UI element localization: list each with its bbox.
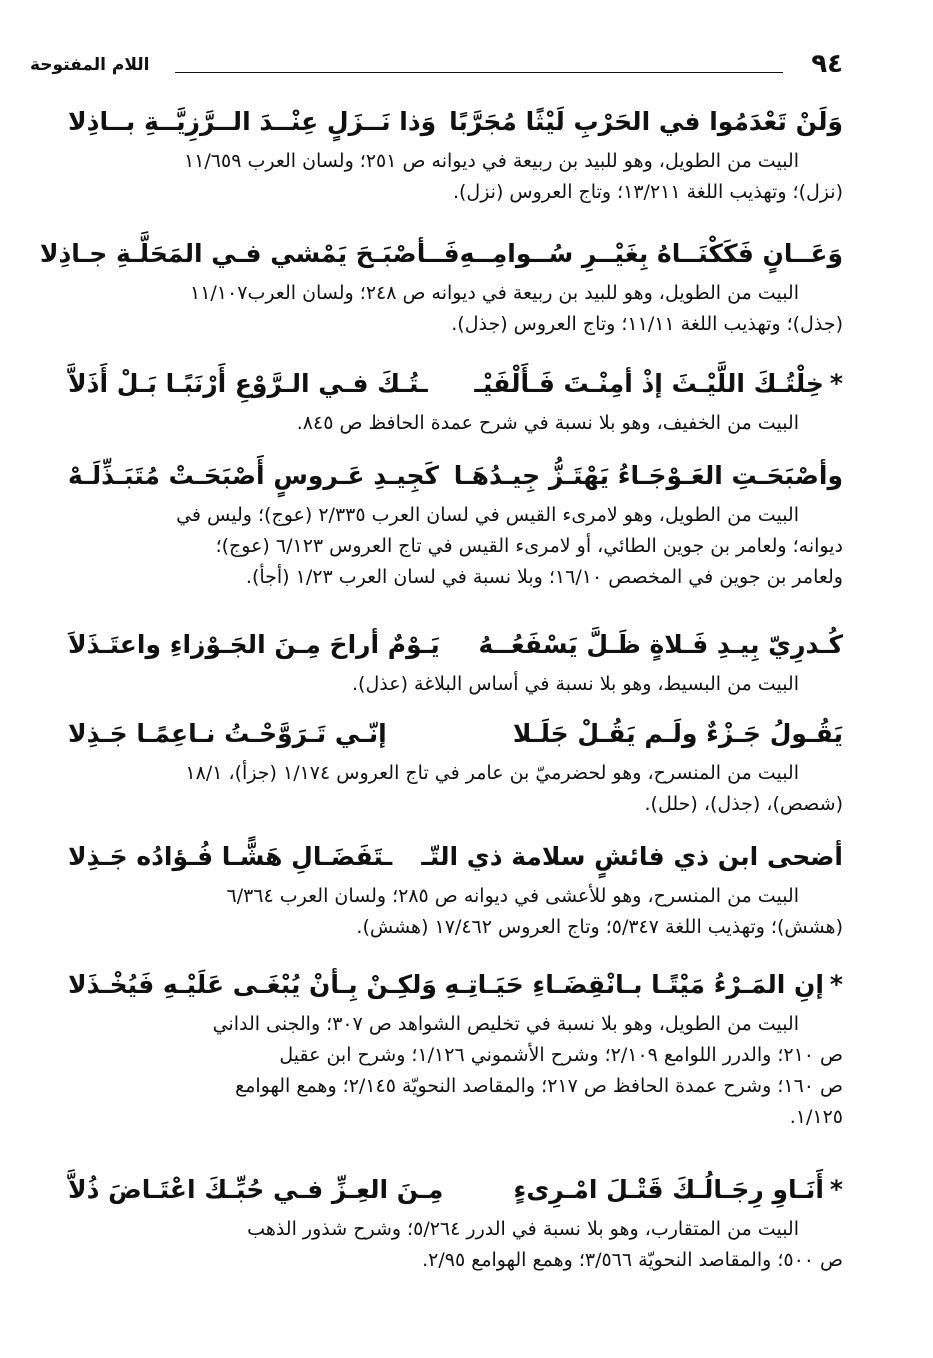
source-line: (شصص)، (جذل)، (حلل). bbox=[644, 793, 843, 815]
second-hemistich: وَلكِـنْ بِـأنْ يُبْغَـى عَلَيْـهِ فَيُخْـذَلا bbox=[68, 970, 437, 999]
verse-line bbox=[68, 454, 843, 498]
source-line: ١/١٢٥. bbox=[789, 1106, 843, 1128]
source-line: (نزل)؛ وتهذيب اللغة ١٣/٢١١؛ وتاج العروس (نزل). bbox=[452, 181, 843, 203]
source-line: البيت من الخفيف، وهو بلا نسبة في شرح عمدة الحافظ ص ٨٤٥. bbox=[296, 412, 799, 434]
running-title: اللام المفتوحة bbox=[30, 55, 150, 75]
verse-source-note bbox=[68, 408, 843, 439]
verse-source-note bbox=[68, 881, 843, 943]
source-line: البيت من الطويل، وهو للبيد بن ربيعة في ديوانه ص ٢٥١؛ ولسان العرب ١١/٦٥٩ bbox=[183, 150, 799, 172]
asterisk-marker: * bbox=[829, 970, 843, 999]
first-hemistich: إنِ المَـرْءُ مَيْتًـا بـانْقِضَـاءِ حَيَـاتِـهِ bbox=[444, 970, 824, 999]
source-line: البيت من المنسرح، وهو لحضرميّ بن عامر في تاج العروس ١/١٧٤ (جزأ)، ١٨/١ bbox=[185, 762, 799, 784]
first-hemistich: وَعَــانٍ فَكَكْنَــاهُ بِغَيْــرِ سُــوامِــهِ bbox=[459, 239, 843, 268]
verse-line bbox=[68, 100, 843, 144]
verse-source-note bbox=[68, 1009, 843, 1133]
verse-source-note bbox=[68, 669, 843, 700]
first-hemistich: وأصْبَحَـتِ العَـوْجَـاءُ يَهْتَـزُّ جِيـدُهَـا bbox=[453, 461, 843, 490]
verse-line bbox=[68, 623, 843, 667]
verse-entry bbox=[68, 623, 843, 700]
page-header bbox=[30, 50, 843, 80]
page-number: ٩٤ bbox=[811, 49, 843, 79]
second-hemistich: يَـوْمٌ أراحَ مِـنَ الجَـوْزاءِ واعتَـذَلاَ bbox=[68, 630, 440, 659]
verse-entry bbox=[39, 232, 843, 340]
second-hemistich: فَــأصْبَـحَ يَمْشي فـي المَحَلَّـةِ جـاذِلا bbox=[39, 239, 460, 268]
source-line: ص ٢١٠؛ والدرر اللوامع ٢/١٠٩؛ وشرح الأشموني ١/١٢٦؛ وشرح ابن عقيل bbox=[279, 1044, 843, 1066]
first-hemistich: يَقُـولُ جَـزْءٌ ولَـم يَقُـلْ جَلَـلا bbox=[512, 719, 843, 748]
verse-entry bbox=[68, 362, 843, 439]
verse-entry bbox=[68, 712, 843, 820]
verse-entry bbox=[68, 835, 843, 943]
verse-line bbox=[68, 1168, 843, 1212]
verse-line bbox=[39, 232, 843, 276]
source-line: البيت من البسيط، وهو بلا نسبة في أساس البلاغة (عذل). bbox=[352, 673, 799, 695]
source-line: البيت من المتقارب، وهو بلا نسبة في الدرر ٥/٢٦٤؛ وشرح شذور الذهب bbox=[247, 1218, 799, 1240]
source-line: البيت من المنسرح، وهو للأعشى في ديوانه ص ٢٨٥؛ ولسان العرب ٦/٣٦٤ bbox=[226, 885, 799, 907]
second-hemistich: مِـنَ العِـزِّ فـي حُبِّـكَ اعْتَـاضَ ذُلاَّ bbox=[68, 1175, 444, 1204]
second-hemistich: ـتَفَضَـالِ هَشًّـا فُـؤادُه جَـذِلا bbox=[68, 842, 393, 871]
first-hemistich: أضحى ابن ذي فائشٍ سلامة ذي التّـ bbox=[421, 842, 843, 871]
verse-source-note bbox=[68, 278, 843, 340]
source-line: البيت من الطويل، وهو لامرىء القيس في لسان العرب ٢/٣٣٥ (عوج)؛ وليس في bbox=[176, 504, 799, 526]
source-line: ص ٥٠٠؛ والمقاصد النحويّة ٣/٥٦٦؛ وهمع الهوامع ٢/٩٥. bbox=[422, 1249, 843, 1271]
asterisk-marker: * bbox=[829, 1175, 843, 1204]
second-hemistich: كَجِيـدِ عَـروسٍ أَصْبَحَـتْ مُتَبَـذِّلَـهْ bbox=[68, 461, 439, 490]
source-line: ديوانه؛ ولعامر بن جوين الطائي، أو لامرىء القيس في تاج العروس ٦/١٢٣ (عوج)؛ bbox=[215, 535, 843, 557]
verse-entry bbox=[68, 454, 843, 593]
first-hemistich-wrap bbox=[514, 1168, 843, 1212]
second-hemistich: ـتُـكَ فـي الـرَّوْعِ أَرْنَبًـا بَـلْ أَذَلاَّ bbox=[68, 369, 428, 398]
second-hemistich: وَذا نَــزَلٍ عِنْــدَ الــرَّزِيَّــةِ بــاذِلا bbox=[68, 107, 437, 136]
verse-line bbox=[68, 712, 843, 756]
asterisk-marker: * bbox=[829, 369, 843, 398]
verse-entry bbox=[68, 100, 843, 208]
source-line: البيت من الطويل، وهو بلا نسبة في تخليص الشواهد ص ٣٠٧؛ والجنى الداني bbox=[212, 1013, 799, 1035]
first-hemistich-wrap bbox=[444, 963, 843, 1007]
source-line: البيت من الطويل، وهو للبيد بن ربيعة في ديوانه ص ٢٤٨؛ ولسان العرب١١/١٠٧ bbox=[190, 282, 799, 304]
verse-line bbox=[68, 963, 843, 1007]
source-line: ولعامر بن جوين في المخصص ١٦/١٠؛ وبلا نسبة في لسان العرب ١/٢٣ (أجأ). bbox=[245, 566, 843, 588]
first-hemistich: خِلْتُـكَ اللَّيْـثَ إذْ أمِنْـتَ فَـأَلْفَيْـ bbox=[474, 369, 824, 398]
header-rule bbox=[175, 72, 783, 73]
source-line: ص ١٦٠؛ وشرح عمدة الحافظ ص ٢١٧؛ والمقاصد النحويّة ٢/١٤٥؛ وهمع الهوامع bbox=[235, 1075, 843, 1097]
verse-source-note bbox=[68, 500, 843, 593]
verse-line bbox=[68, 835, 843, 879]
second-hemistich: إنّـي تَـرَوَّحْـتُ نـاعِمًـا جَـذِلا bbox=[68, 719, 387, 748]
source-line: (هشش)؛ وتهذيب اللغة ٥/٣٤٧؛ وتاج العروس ١٧/٤٦٢ (هشش). bbox=[356, 916, 843, 938]
source-line: (جذل)؛ وتهذيب اللغة ١١/١١؛ وتاج العروس (جذل). bbox=[451, 313, 843, 335]
verse-source-note bbox=[68, 146, 843, 208]
verse-line bbox=[68, 362, 843, 406]
first-hemistich: أَنَـاوِ رِجَـالُـكَ قَتْـلَ امْـرِىءٍ bbox=[513, 1175, 824, 1204]
first-hemistich: وَلَنْ تَعْدَمُوا في الحَرْبِ لَيْثًا مُجَرَّبًا bbox=[449, 107, 843, 136]
first-hemistich-wrap bbox=[474, 362, 843, 406]
verse-source-note bbox=[68, 758, 843, 820]
verse-entry bbox=[68, 963, 843, 1133]
verse-entry bbox=[68, 1168, 843, 1276]
first-hemistich: كُـدرِيّ بِيـدِ فَـلاةٍ ظَـلَّ يَسْفَعُــهُ bbox=[478, 630, 843, 659]
verse-source-note bbox=[68, 1214, 843, 1276]
